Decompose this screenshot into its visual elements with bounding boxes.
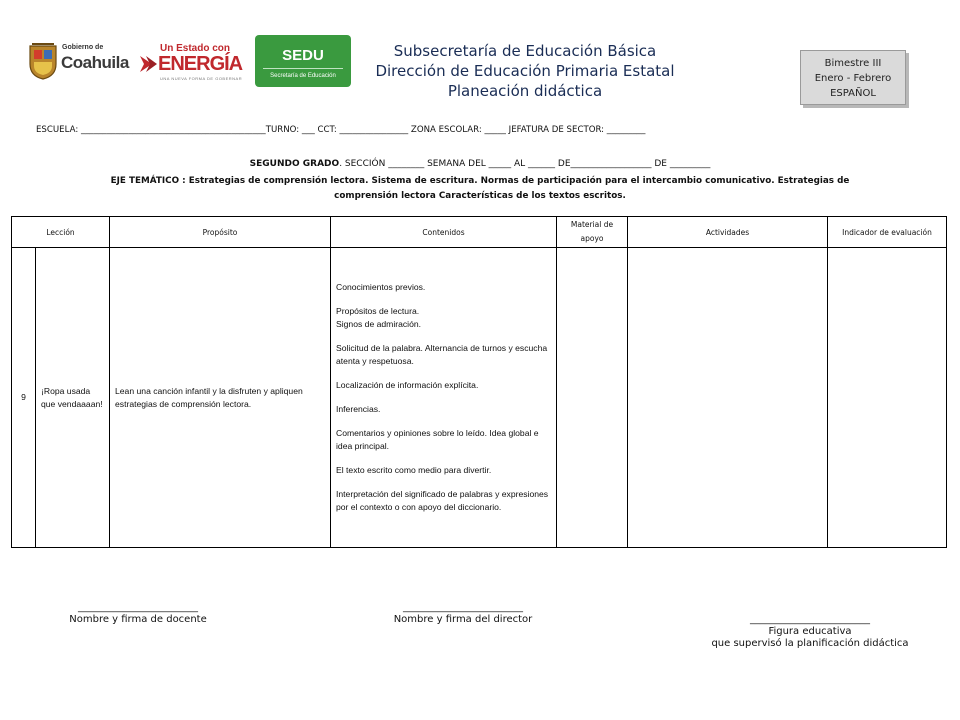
firma-docente xyxy=(58,602,218,626)
coahuila-logo-text: Coahuila xyxy=(61,53,129,72)
contenido-item: Interpretación del significado de palabras y expresiones por el contexto o con apoyo del diccionario. xyxy=(336,489,549,512)
sedu-logo-divider xyxy=(263,68,343,69)
energia-arrow-icon xyxy=(138,52,158,76)
bimestre-line-3: ESPAÑOL xyxy=(830,88,876,99)
contenido-item: Localización de información explícita. xyxy=(336,380,479,390)
contenido-item: El texto escrito como medio para divertir. xyxy=(336,465,492,475)
energia-logo-text: ENERGÍA xyxy=(158,53,243,75)
contenido-item: Signos de admiración. xyxy=(336,319,422,329)
contenido-item: Conocimientos previos. xyxy=(336,282,426,292)
firma-docente-label: Nombre y firma de docente xyxy=(69,614,207,625)
header-proposito: Propósito xyxy=(110,217,331,248)
firma-docente-line: ________________________ xyxy=(78,602,198,613)
header-leccion: Lección xyxy=(12,217,110,248)
contenido-item: Solicitud de la palabra. Alternancia de turnos y escucha atenta y respetuosa. xyxy=(336,343,548,366)
contenido-item: Inferencias. xyxy=(336,404,381,414)
bimestre-line-1: Bimestre III xyxy=(824,58,882,69)
contenido-item: Propósitos de lectura. xyxy=(336,306,420,316)
grado-label: SEGUNDO GRADO xyxy=(249,159,340,169)
bimestre-box xyxy=(800,50,906,105)
header-line-3: Planeación didáctica xyxy=(447,82,603,100)
cell-material xyxy=(557,248,628,548)
document-header xyxy=(360,41,690,101)
sedu-logo-title: SEDU xyxy=(282,47,324,64)
header-material: Material de apoyo xyxy=(557,217,628,248)
escuela-line: ESCUELA: ___________________________________________TURNO: ___ CCT: ________________ ZONA ESCOLAR: _____ JEFATURA DE SECTOR: _________ xyxy=(36,125,646,135)
header-line-1: Subsecretaría de Educación Básica xyxy=(393,42,657,60)
header-indicador: Indicador de evaluación xyxy=(828,217,947,248)
eje-line-2: comprensión lectora Características de los textos escritos. xyxy=(334,191,626,201)
table-row xyxy=(12,248,947,548)
header-contenidos: Contenidos xyxy=(331,217,557,248)
planning-table xyxy=(11,216,947,548)
coahuila-logo xyxy=(28,40,130,84)
firma-figura-educativa xyxy=(690,614,930,650)
eje-tematico xyxy=(60,174,900,204)
table-header-row xyxy=(12,217,947,248)
energia-logo-top-text: Un Estado con xyxy=(160,43,231,54)
firma-director-line: ________________________ xyxy=(403,602,523,613)
header-actividades: Actividades xyxy=(628,217,828,248)
grado-line xyxy=(100,159,860,169)
cell-lesson-title: ¡Ropa usada que vendaaaan! xyxy=(36,248,110,548)
coahuila-shield-icon xyxy=(28,42,58,80)
cell-contenidos xyxy=(331,248,557,548)
cell-indicador xyxy=(828,248,947,548)
sedu-logo-sub: Secretaría de Educación xyxy=(270,73,336,79)
firma-figura-label-2: que supervisó la planificación didáctica xyxy=(711,638,909,649)
coahuila-logo-small-text: Gobierno de xyxy=(62,44,104,51)
cell-lesson-number: 9 xyxy=(12,248,36,548)
sedu-logo xyxy=(255,35,351,87)
firma-figura-label-1: Figura educativa xyxy=(768,626,852,637)
header-line-2: Dirección de Educación Primaria Estatal xyxy=(375,62,675,80)
bimestre-line-2: Enero - Febrero xyxy=(814,73,892,84)
contenido-item: Comentarios y opiniones sobre lo leído. Idea global e idea principal. xyxy=(336,428,539,451)
firma-figura-line: ________________________ xyxy=(750,614,870,625)
energia-logo-sub-text: UNA NUEVA FORMA DE GOBERNAR xyxy=(160,76,243,81)
cell-actividades xyxy=(628,248,828,548)
cell-proposito: Lean una canción infantil y la disfruten y apliquen estrategias de comprensión lectora. xyxy=(110,248,331,548)
grado-rest: . SECCIÓN ________ SEMANA DEL _____ AL ______ DE__________________ DE _________ xyxy=(339,159,711,169)
firma-director xyxy=(378,602,548,626)
eje-line-1: EJE TEMÁTICO : Estrategias de comprensión lectora. Sistema de escritura. Normas de participación para el intercambio comunicativo. Estrategias de xyxy=(110,176,850,186)
firma-director-label: Nombre y firma del director xyxy=(393,614,533,625)
energia-logo xyxy=(138,40,246,84)
